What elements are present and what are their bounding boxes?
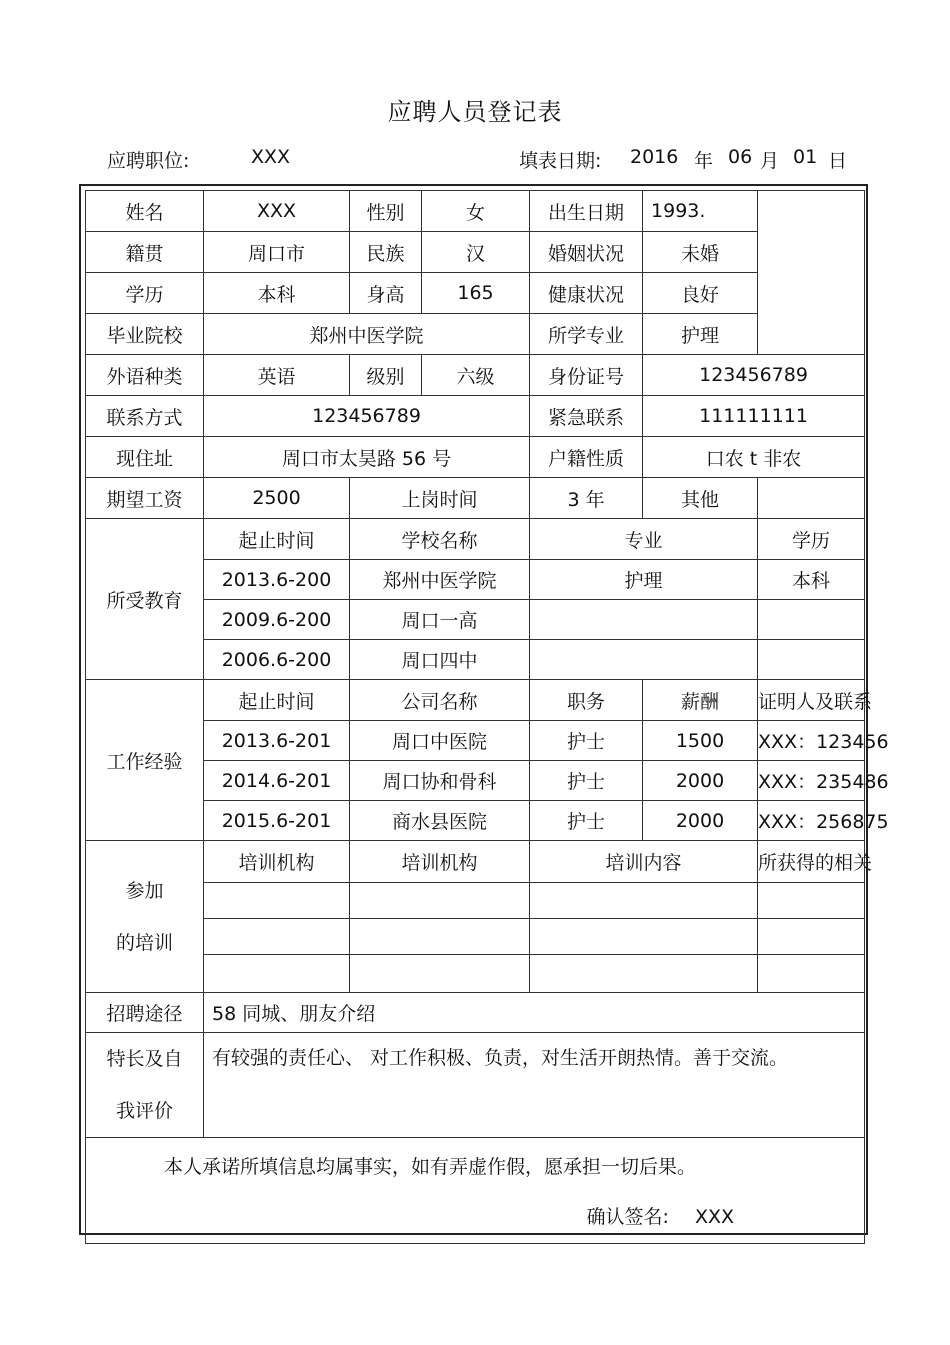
ethnic-value: 汉 xyxy=(422,232,530,273)
marital-label: 婚姻状况 xyxy=(530,232,643,273)
pledge-cell xyxy=(86,1138,865,1244)
emergency-label: 紧急联系 xyxy=(530,396,643,437)
fill-date-month-unit: 月 xyxy=(760,150,780,172)
salary-value: 2500 xyxy=(204,478,350,519)
major-label: 所学专业 xyxy=(530,314,643,355)
fill-date-month: 06 xyxy=(728,146,753,168)
work-company: 周口协和骨科 xyxy=(350,761,530,801)
work-section-label: 工作经验 xyxy=(86,680,204,841)
pledge-row xyxy=(86,1138,865,1244)
birth-label: 出生日期 xyxy=(530,191,643,232)
hukou-value: 口农 t 非农 xyxy=(643,437,865,478)
contact-label: 联系方式 xyxy=(86,396,204,437)
work-header-period: 起止时间 xyxy=(204,680,350,721)
training-label-line-1: 参加 xyxy=(125,879,164,902)
work-position: 护士 xyxy=(530,761,643,801)
training-section-label xyxy=(86,841,204,993)
basic-row-3 xyxy=(86,273,865,314)
level-value: 六级 xyxy=(422,355,530,396)
education-degree: 本科 xyxy=(758,560,865,600)
birth-value: 1993. xyxy=(643,191,758,232)
training-header-org-1: 培训机构 xyxy=(204,841,350,883)
marital-value: 未婚 xyxy=(643,232,758,273)
work-position: 护士 xyxy=(530,721,643,761)
language-value: 英语 xyxy=(204,355,350,396)
form-title: 应聘人员登记表 xyxy=(387,98,563,126)
education-school: 郑州中医学院 xyxy=(350,560,530,600)
other-label: 其他 xyxy=(643,478,758,519)
address-label: 现住址 xyxy=(86,437,204,478)
education-major: 护理 xyxy=(530,560,758,600)
education-degree xyxy=(758,600,865,640)
emergency-value: 111111111 xyxy=(643,396,865,437)
education-header-degree: 学历 xyxy=(758,519,865,560)
education-school: 周口四中 xyxy=(350,640,530,680)
training-header-row xyxy=(86,841,865,883)
name-label: 姓名 xyxy=(86,191,204,232)
work-company: 周口中医院 xyxy=(350,721,530,761)
height-value: 165 xyxy=(422,273,530,314)
registration-table xyxy=(85,190,889,1244)
basic-row-7 xyxy=(86,437,865,478)
education-label: 学历 xyxy=(86,273,204,314)
fill-date-year-unit: 年 xyxy=(694,150,714,172)
basic-row-1 xyxy=(86,191,865,232)
origin-label: 籍贯 xyxy=(86,232,204,273)
language-label: 外语种类 xyxy=(86,355,204,396)
recruit-label: 招聘途径 xyxy=(86,993,204,1033)
fill-date-day-unit: 日 xyxy=(828,150,848,172)
basic-row-6 xyxy=(86,396,865,437)
work-company: 商水县医院 xyxy=(350,801,530,841)
hukou-label: 户籍性质 xyxy=(530,437,643,478)
pledge-statement: 本人承诺所填信息均属事实，如有弄虚作假，愿承担一切后果。 xyxy=(164,1156,697,1178)
training-header-certificate: 所获得的相关 xyxy=(758,841,865,883)
position-label: 应聘职位: xyxy=(107,150,190,172)
work-header-row xyxy=(86,680,865,721)
basic-row-8 xyxy=(86,478,865,519)
education-degree xyxy=(758,640,865,680)
height-label: 身高 xyxy=(350,273,422,314)
address-value: 周口市太昊路 56 号 xyxy=(204,437,530,478)
work-header-salary: 薪酬 xyxy=(643,680,758,721)
work-period: 2013.6-201 xyxy=(204,721,350,761)
recruit-row xyxy=(86,993,865,1033)
work-position: 护士 xyxy=(530,801,643,841)
work-reference: XXX：256875 xyxy=(758,801,865,841)
education-period: 2013.6-200 xyxy=(204,560,350,600)
gender-label: 性别 xyxy=(350,191,422,232)
training-header-content: 培训内容 xyxy=(530,841,758,883)
education-period: 2006.6-200 xyxy=(204,640,350,680)
id-value: 123456789 xyxy=(643,355,865,396)
education-section-label: 所受教育 xyxy=(86,519,204,680)
gender-value: 女 xyxy=(422,191,530,232)
work-header-reference: 证明人及联系 xyxy=(758,680,865,721)
school-label: 毕业院校 xyxy=(86,314,204,355)
work-salary: 2000 xyxy=(643,801,758,841)
self-eval-label-line-2: 我评价 xyxy=(115,1100,173,1122)
self-eval-label-line-1: 特长及自 xyxy=(106,1048,183,1070)
major-value: 护理 xyxy=(643,314,758,355)
basic-row-2 xyxy=(86,232,865,273)
fill-date-day: 01 xyxy=(793,146,818,168)
education-major xyxy=(530,600,758,640)
id-label: 身份证号 xyxy=(530,355,643,396)
basic-row-5 xyxy=(86,355,865,396)
health-label: 健康状况 xyxy=(530,273,643,314)
work-reference: XXX：235486 xyxy=(758,761,865,801)
photo-area xyxy=(758,191,865,355)
self-eval-value: 有较强的责任心、 对工作积极、负责，对生活开朗热情。善于交流。 xyxy=(204,1033,865,1138)
name-value: XXX xyxy=(204,191,350,232)
school-value: 郑州中医学院 xyxy=(204,314,530,355)
start-value: 3 年 xyxy=(530,478,643,519)
self-eval-label xyxy=(86,1033,204,1138)
health-value: 良好 xyxy=(643,273,758,314)
work-period: 2014.6-201 xyxy=(204,761,350,801)
contact-value: 123456789 xyxy=(204,396,530,437)
self-eval-row xyxy=(86,1033,865,1138)
start-label: 上岗时间 xyxy=(350,478,530,519)
work-header-company: 公司名称 xyxy=(350,680,530,721)
education-value: 本科 xyxy=(204,273,350,314)
education-header-row xyxy=(86,519,865,560)
education-header-school: 学校名称 xyxy=(350,519,530,560)
work-salary: 2000 xyxy=(643,761,758,801)
other-value xyxy=(758,478,865,519)
sign-value: XXX xyxy=(694,1206,735,1228)
sign-label: 确认签名: xyxy=(586,1206,669,1228)
education-major xyxy=(530,640,758,680)
origin-value: 周口市 xyxy=(204,232,350,273)
work-salary: 1500 xyxy=(643,721,758,761)
recruit-value: 58 同城、朋友介绍 xyxy=(204,993,865,1033)
education-header-period: 起止时间 xyxy=(204,519,350,560)
education-header-major: 专业 xyxy=(530,519,758,560)
basic-row-4 xyxy=(86,314,865,355)
work-period: 2015.6-201 xyxy=(204,801,350,841)
training-label-line-2: 的培训 xyxy=(115,931,173,954)
work-header-position: 职务 xyxy=(530,680,643,721)
education-school: 周口一高 xyxy=(350,600,530,640)
ethnic-label: 民族 xyxy=(350,232,422,273)
fill-date-label: 填表日期: xyxy=(519,150,602,172)
salary-label: 期望工资 xyxy=(86,478,204,519)
work-reference: XXX：123456 xyxy=(758,721,865,761)
training-header-org-2: 培训机构 xyxy=(350,841,530,883)
position-value: XXX xyxy=(251,146,291,168)
fill-date-year: 2016 xyxy=(630,146,679,168)
sign-line xyxy=(86,1202,864,1229)
level-label: 级别 xyxy=(350,355,422,396)
education-period: 2009.6-200 xyxy=(204,600,350,640)
